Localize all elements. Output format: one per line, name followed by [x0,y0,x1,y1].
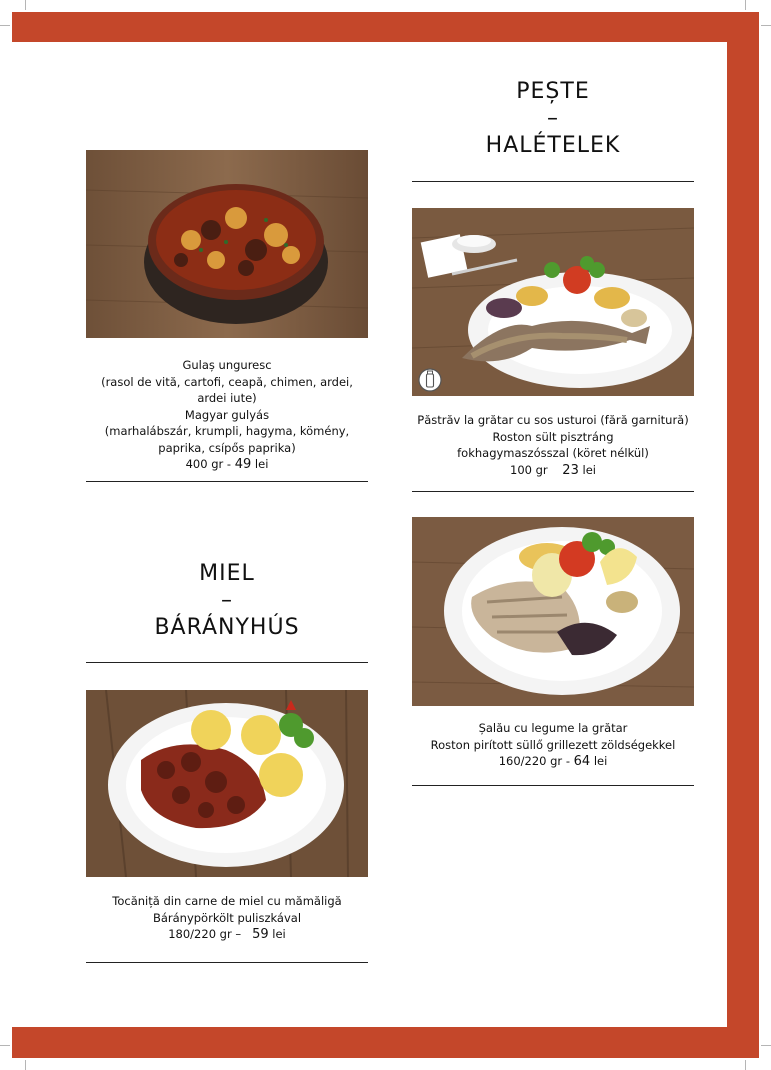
salau-photo-image [412,517,694,706]
salau-caption [412,720,694,771]
gulas-price-line [86,456,368,474]
salau-name-ro: Șalău cu legume la grătar [478,721,628,735]
salau-name-hu: Roston pirított süllő grillezett zöldségekkel [430,737,676,752]
pastrav-name-ro: Păstrăv la grătar cu sos usturoi (fără garnitură) [417,413,689,427]
salau-currency: lei [593,754,608,768]
miel-name-ro: Tocăniță din carne de miel cu mămăligă [112,894,342,908]
fish-section-heading [412,78,694,160]
gulas-desc-hu-line1: (marhalábszár, krumpli, hagyma, kömény, [104,424,350,438]
gulas-weight: 400 gr - [185,457,232,471]
crop-mark [761,25,771,26]
lamb-section-heading [86,560,368,642]
crop-mark [0,25,10,26]
fish-title-dash: – [547,106,559,131]
pastrav-name-hu-line1: Roston sült pisztráng [492,429,614,444]
miel-weight: 180/220 gr – [168,927,242,941]
crop-mark [745,1060,746,1070]
gulas-currency: lei [254,457,269,471]
crop-mark [761,1045,771,1046]
crop-mark [0,1045,10,1046]
pastrav-photo-image [412,208,694,396]
gulas-photo-image [86,150,368,338]
gulas-divider [86,481,368,482]
lamb-title-hu: BÁRÁNYHÚS [154,615,300,640]
pastrav-photo [412,208,694,396]
miel-currency: lei [272,927,286,941]
miel-name-hu: Báránypörkölt puliszkával [152,910,302,925]
miel-price-line [86,926,368,944]
pastrav-currency: lei [582,462,596,477]
fish-title-hu: HALÉTELEK [485,133,621,158]
pastrav-caption [412,412,694,479]
gulas-name-hu: Magyar gulyás [184,407,270,422]
miel-photo-image [86,690,368,877]
miel-caption [86,893,368,944]
allergen-milk-icon [419,369,441,391]
crop-mark [745,0,746,10]
lamb-title-dash: – [221,588,233,613]
gulas-caption [86,357,368,474]
fish-title-ro: PEȘTE [516,79,590,104]
pastrav-name-hu-line2: fokhagymaszósszal (köret nélkül) [457,446,649,460]
right-border-band [727,12,759,1058]
salau-photo [412,517,694,706]
salau-divider [412,785,694,786]
salau-price: 64 [573,754,591,769]
miel-price: 59 [252,927,269,942]
gulas-photo [86,150,368,338]
gulas-name-ro: Gulaș unguresc [182,358,272,372]
top-border-band [12,12,759,42]
pastrav-weight: 100 gr [510,462,548,477]
miel-photo [86,690,368,877]
bottom-border-band [12,1027,759,1058]
salau-weight: 160/220 gr - [498,754,570,768]
gulas-price: 49 [234,457,252,472]
crop-mark [25,0,26,10]
pastrav-price-line [412,462,694,480]
pastrav-price: 23 [562,462,579,478]
miel-divider [86,962,368,963]
gulas-desc-hu-line2: paprika, csípős paprika) [158,440,296,455]
lamb-title-ro: MIEL [199,561,255,586]
crop-mark [25,1060,26,1070]
pastrav-divider [412,491,694,492]
gulas-desc-ro-line1: (rasol de vită, cartofi, ceapă, chimen, ardei, [101,374,353,389]
salau-price-line [412,753,694,771]
lamb-heading-divider [86,662,368,663]
gulas-desc-ro-line2: ardei iute) [197,391,257,405]
fish-heading-divider [412,181,694,182]
